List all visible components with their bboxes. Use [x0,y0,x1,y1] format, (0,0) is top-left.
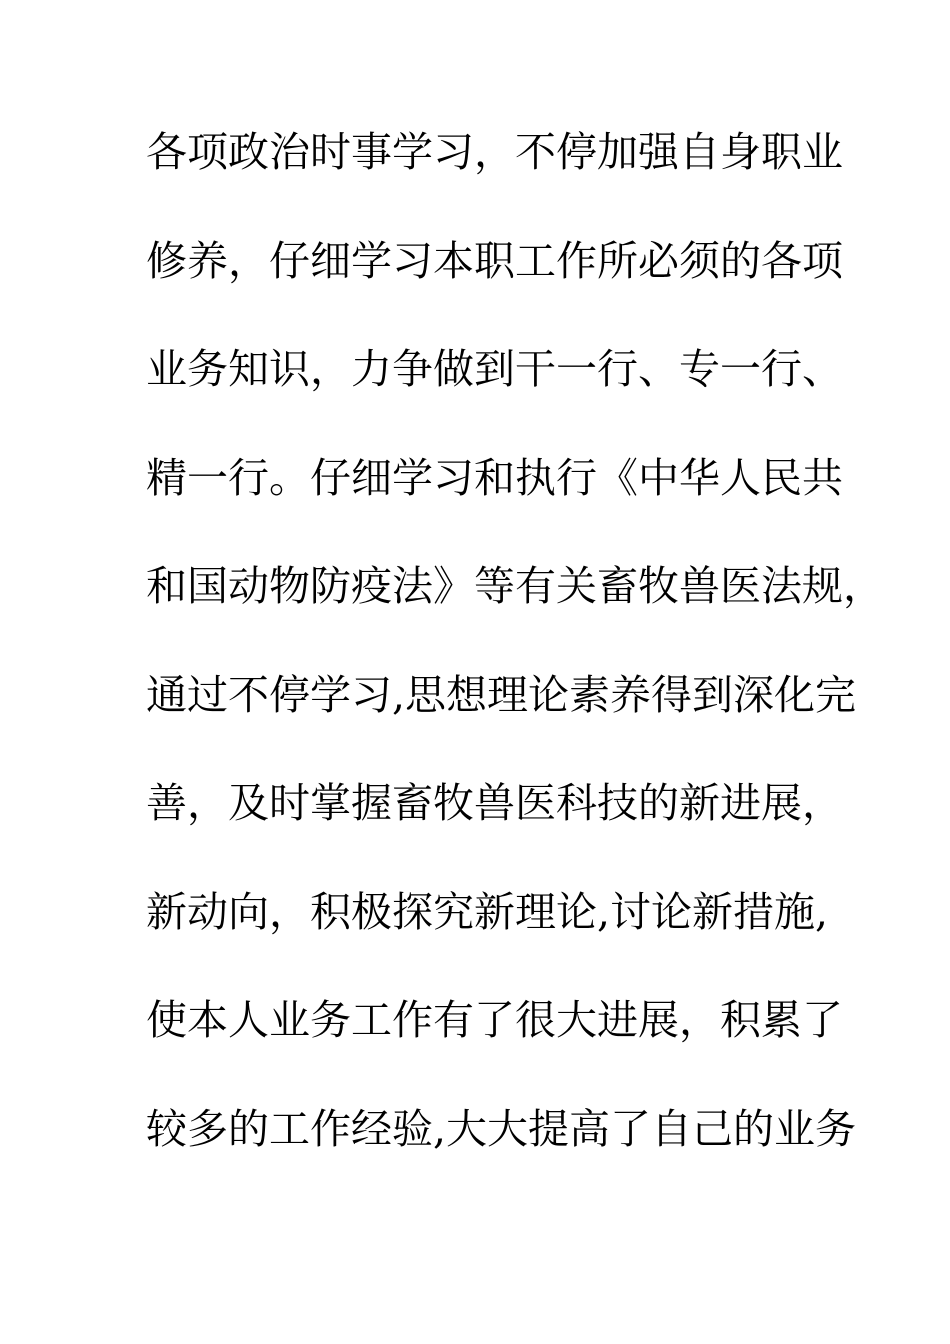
text-line-7: 善，及时掌握畜牧兽医科技的新进展， [146,779,843,827]
text-line-4: 精一行。仔细学习和执行《中华人民共 [146,453,843,502]
text-line-1: 各项政治时事学习，不停加强自身职业 [146,128,843,176]
text-line-5: 和国动物防疫法》等有关畜牧兽医法规， [146,562,884,610]
text-line-10: 较多的工作经验,大大提高了自己的业务 [146,1104,857,1153]
text-line-2: 修养，仔细学习本职工作所必须的各项 [146,236,843,285]
text-line-6: 通过不停学习,思想理论素养得到深化完 [146,670,857,719]
body-text [146,124,884,1209]
text-line-8: 新动向，积极探究新理论,讨论新措施, [146,887,829,936]
text-line-3: 业务知识，力争做到干一行、专一行、 [146,345,843,393]
text-line-9: 使本人业务工作有了很大进展，积累了 [146,996,843,1044]
